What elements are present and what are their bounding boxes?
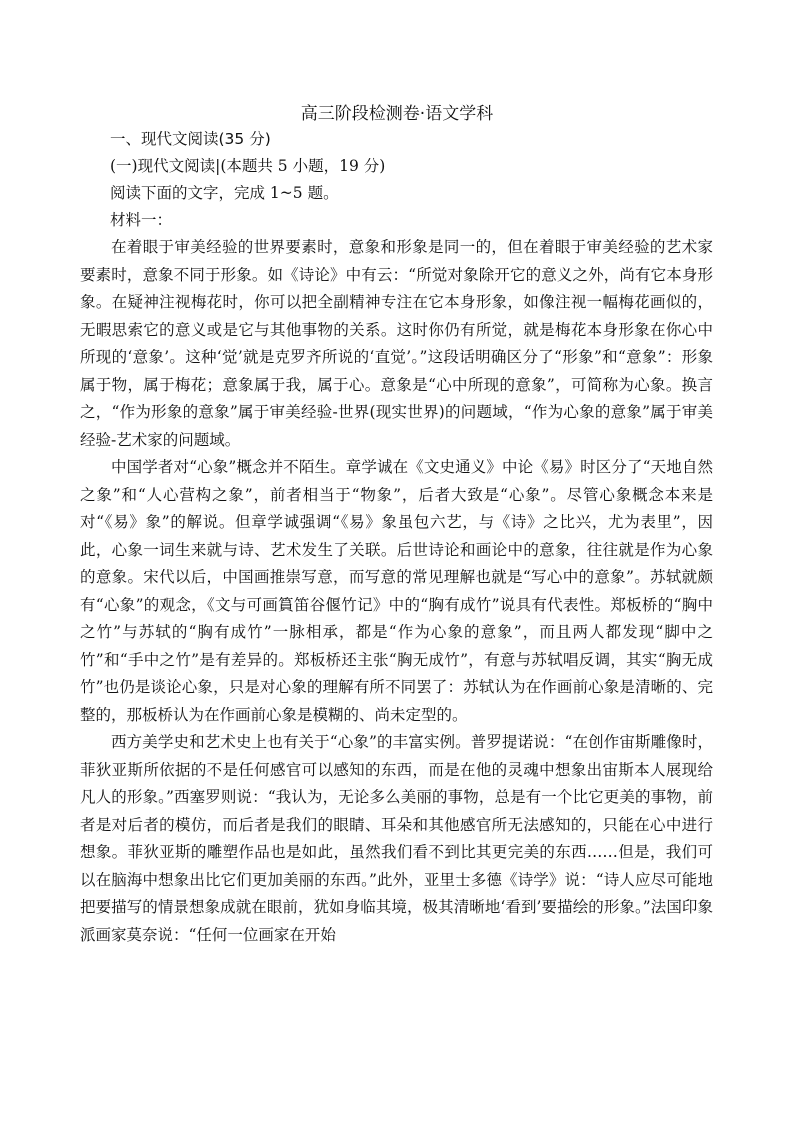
material-label: 材料一： — [110, 211, 173, 229]
paragraph: 中国学者对“心象”概念并不陌生。章学诚在《文史通义》中论《易》时区分了“天地自然之象”和“人心营构之象”，前者相当于“物象”，后者大致是“心象”。尽管心象概念本来是对“《易》象”的解说。但章学诚强调“《易》象虽包六艺，与《诗》之比兴，尤为表里”，因此，心象一词生来就与诗、艺术发生了关联。后世诗论和画论中的意象，往往就是作为心象的意象。宋代以后，中国画推崇写意，而写意的常见理解也就是“写心中的意象”。苏轼就颇有“心象”的观念，《文与可画篔笛谷偃竹记》中的“胸有成竹”说具有代表性。郑板桥的“胸中之竹”与苏轼的“胸有成竹”一脉相承，都是“作为心象的意象”，而且两人都发现“脚中之竹”和“手中之竹”是有差异的。郑板桥还主张“胸无成竹”，有意与苏轼唱反调，其实“胸无成竹”也仍是谈论心象，只是对心象的理解有所不同罢了：苏轼认为在作画前心象是清晰的、完整的，那板桥认为在作画前心象是模糊的、尚未定型的。 — [80, 458, 713, 724]
page-title: 高三阶段检测卷·语文学科 — [300, 104, 494, 124]
paragraph: 西方美学史和艺术史上也有关于“心象”的丰富实例。普罗提诺说：“在创作宙斯雕像时，菲狄亚斯所依据的不是任何感官可以感知的东西，而是在他的灵魂中想象出宙斯本人展现给凡人的形象。”西塞罗则说：“我认为，无论多么美丽的事物，总是有一个比它更美的事物，前者是对后者的模仿，而后者是我们的眼睛、耳朵和其他感官所无法感知的，只能在心中进行想象。菲狄亚斯的雕塑作品也是如此，虽然我们看不到比其更完美的东西……但是，我们可以在脑海中想象出比它们更加美丽的东西。”此外，亚里士多德《诗学》说：“诗人应尽可能地把要描写的情景想象成就在眼前，犹如身临其境，极其清晰地‘看到’要描绘的形象。”法国印象派画家莫奈说：“任何一位画家在开始 — [80, 733, 713, 944]
reading-instruction: 阅读下面的文字，完成 1~5 题。 — [110, 184, 339, 202]
passage-body — [80, 234, 713, 949]
subsection-heading: (一)现代文阅读|(本题共 5 小题，19 分) — [110, 157, 386, 175]
section-heading: 一、现代文阅读(35 分) — [110, 130, 271, 148]
paragraph: 在着眼于审美经验的世界要素时，意象和形象是同一的，但在着眼于审美经验的艺术家要素时，意象不同于形象。如《诗论》中有云：“所觉对象除开它的意义之外，尚有它本身形象。在疑神注视梅花时，你可以把全副精神专注在它本身形象，如像注视一幅梅花画似的，无暇思索它的意义或是它与其他事物的关系。这时你仍有所觉，就是梅花本身形象在你心中所现的‘意象’。这种‘觉’就是克罗齐所说的‘直觉’。”这段话明确区分了“形象”和“意象”：形象属于物，属于梅花；意象属于我，属于心。意象是“心中所现的意象”，可简称为心象。换言之，“作为形象的意象”属于审美经验-世界(现实世界)的问题域，“作为心象的意象”属于审美经验-艺术家的问题域。 — [80, 238, 713, 449]
